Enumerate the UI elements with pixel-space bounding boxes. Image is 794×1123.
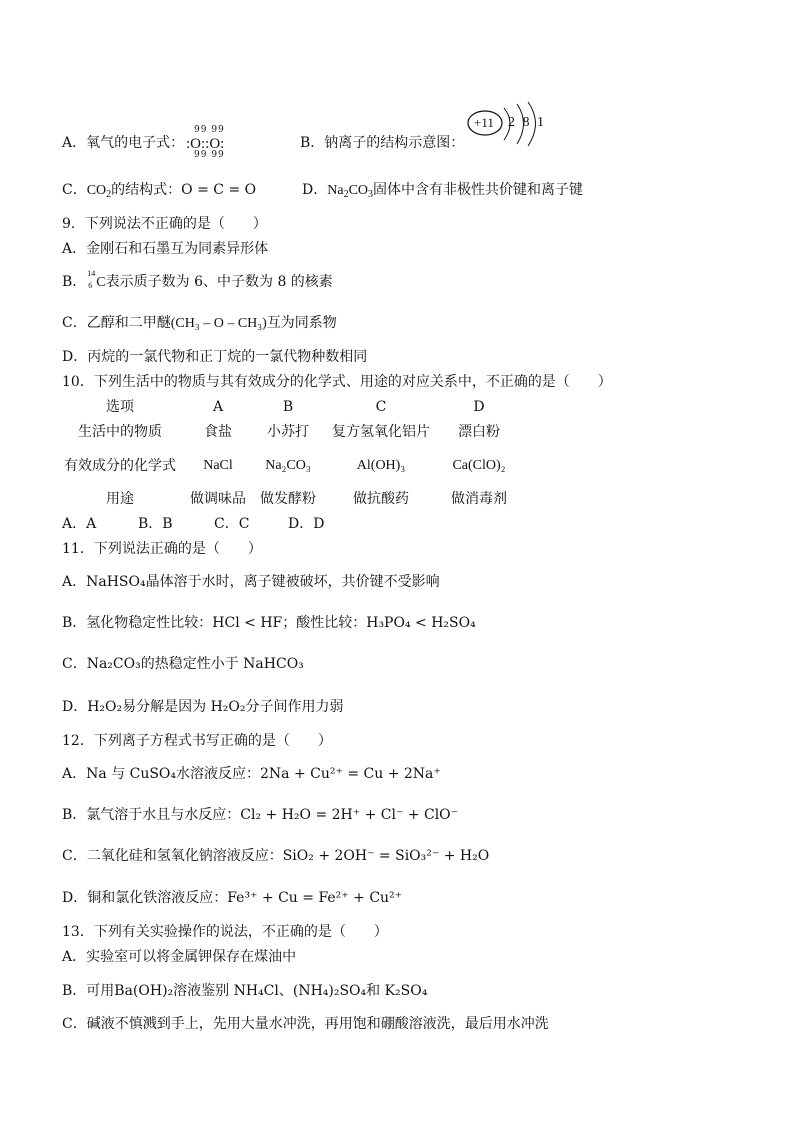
q12-stem: 12．下列离子方程式书写正确的是（ ） — [62, 733, 332, 749]
q12-option-b: B．氯气溶于水且与水反应：Cl₂ + H₂O = 2H⁺ + Cl⁻ + ClO⁻ — [62, 807, 459, 823]
q13-option-b: B．可用Ba(OH)₂溶液鉴别 NH₄Cl、(NH₄)₂SO₄和 K₂SO₄ — [62, 983, 428, 999]
q9-option-c: C．乙醇和二甲醚(CH₃ – O – CH₃)互为同系物 — [62, 315, 337, 331]
q9-option-b: B． 14 6 C表示质子数为 6、中子数为 8 的核素 — [62, 269, 333, 290]
q12-option-d: D．铜和氯化铁溶液反应：Fe³⁺ + Cu = Fe²⁺ + Cu²⁺ — [62, 890, 403, 906]
sodium-ion-structure-diagram: +11 2 8 1 — [466, 100, 556, 150]
q10-option-c: C．C — [214, 516, 250, 532]
q9-stem: 9．下列说法不正确的是（ ） — [62, 216, 267, 232]
q8-option-d: D．$Na_2CO_3$固体中含有非极性共价键和离子键 — [302, 182, 584, 200]
q13-option-a: A．实验室可以将金属钾保存在煤油中 — [62, 949, 297, 965]
q10-option-d: D．D — [288, 516, 325, 532]
q9-option-d: D．丙烷的一氯代物和正丁烷的一氯代物种数相同 — [62, 349, 368, 365]
q10-stem: 10．下列生活中的物质与其有效成分的化学式、用途的对应关系中，不正确的是（ ） — [62, 374, 612, 390]
q12-option-c: C．二氧化硅和氢氧化钠溶液反应：SiO₂ + 2OH⁻ = SiO₃²⁻ + H₂O — [62, 848, 490, 864]
q9-option-a: A．金刚石和石墨互为同素异形体 — [62, 241, 269, 257]
q8-option-a: A．氧气的电子式： — [62, 135, 185, 151]
q11-option-a: A．NaHSO₄晶体溶于水时，离子键被破坏，共价键不受影响 — [62, 574, 440, 590]
q10-option-a: A．A — [62, 516, 97, 532]
q11-option-d: D．H₂O₂易分解是因为 H₂O₂分子间作用力弱 — [62, 699, 344, 715]
q13-stem: 13．下列有关实验操作的说法，不正确的是（ ） — [62, 924, 388, 940]
q12-option-a: A．Na 与 CuSO₄水溶液反应：2Na + Cu²⁺ = Cu + 2Na⁺ — [62, 766, 441, 782]
q8-option-c: C．$CO_2$的结构式：O = C = O — [62, 182, 257, 200]
q8-option-b: B．钠离子的结构示意图： — [300, 135, 465, 151]
q11-option-c: C．Na₂CO₃的热稳定性小于 NaHCO₃ — [62, 656, 304, 672]
q11-stem: 11．下列说法正确的是（ ） — [62, 541, 262, 557]
q11-option-b: B．氢化物稳定性比较：HCl < HF；酸性比较：H₃PO₄ < H₂SO₄ — [62, 615, 476, 631]
q13-option-c: C．碱液不慎溅到手上，先用大量水冲洗，再用饱和硼酸溶液洗，最后用水冲洗 — [62, 1016, 549, 1032]
oxygen-electron-formula: 99 99 :O::O: 99 99 — [186, 125, 225, 160]
q10-option-b: B．B — [138, 516, 173, 532]
